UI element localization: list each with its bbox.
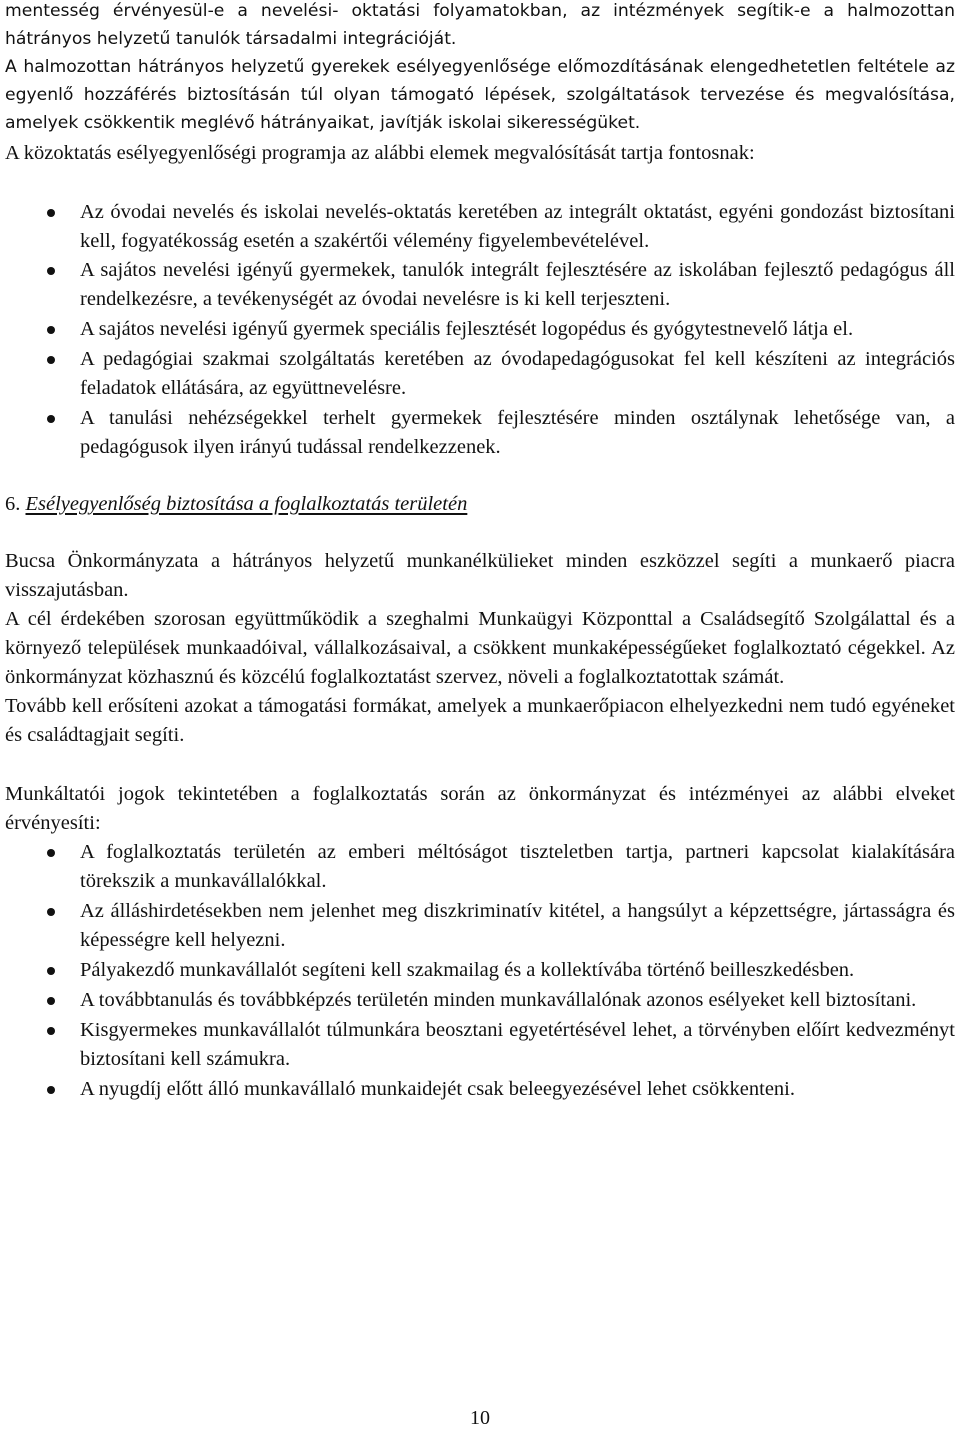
bullet-icon <box>47 267 55 275</box>
list-item <box>5 345 955 403</box>
list-item-text: A tanulási nehézségekkel terhelt gyermekek fejlesztésére minden osztálynak lehetősége van, a pedagógusok ilyen irányú tudással rendelkezzenek. <box>80 407 955 458</box>
list-item <box>5 256 955 314</box>
section-title: Esélyegyenlőség biztosítása a foglalkoztatás területén <box>25 493 468 515</box>
list-item <box>5 986 955 1015</box>
page-number: 10 <box>470 1407 490 1429</box>
bullet-icon <box>47 997 55 1005</box>
list-item <box>5 1016 955 1074</box>
list-item-text: A továbbtanulás és továbbképzés területén minden munkavállalónak azonos esélyeket kell biztosítani. <box>80 989 917 1011</box>
section-paragraph-3: Tovább kell erősíteni azokat a támogatási formákat, amelyek a munkaerőpiacon elhelyezkedni nem tudó egyéneket és családtagjait segíti. <box>5 695 955 746</box>
bullet-icon <box>47 326 55 334</box>
bullet-icon <box>47 356 55 364</box>
intro-continued-paragraph: mentesség érvényesül-e a nevelési- oktatási folyamatokban, az intézmények segítik-e a halmozottan hátrányos helyzetű tanulók társadalmi integrációját. <box>5 1 955 49</box>
bullet-icon <box>47 967 55 975</box>
list-item-text: A sajátos nevelési igényű gyermekek, tanulók integrált fejlesztésére az iskolában fejlesztő pedagógus áll rendelkezésre, a tevékenységét az óvodai nevelésre is ki kell terjeszteni. <box>80 259 955 310</box>
intro-equal-opportunity-paragraph: A halmozottan hátrányos helyzetű gyerekek esélyegyenlősége előmozdításának elengedhetetlen feltétele az egyenlő hozzáférés biztosításán túl olyan támogató lépések, szolgáltatások tervezése és megvalósítása, amelyek csökkentik meglévő hátrányaikat, javítják iskolai sikerességüket. <box>5 57 955 133</box>
list-item-text: Kisgyermekes munkavállalót túlmunkára beosztani egyetértésével lehet, a törvényben előírt kedvezményt biztosítani kell számukra. <box>80 1019 955 1070</box>
program-bullet-list <box>5 198 955 462</box>
section-paragraph-4: Munkáltatói jogok tekintetében a foglalkoztatás során az önkormányzat és intézményei az alábbi elveket érvényesíti: <box>5 783 955 834</box>
bullet-icon <box>47 1027 55 1035</box>
section-paragraph-2: A cél érdekében szorosan együttműködik a szeghalmi Munkaügyi Központtal a Családsegítő Szolgálattal és a környező települések munkaadóival, vállalkozásaival, a csökkent munkaképességűeket foglalkoztató cégekkel. Az önkormányzat közhasznú és közcélú foglalkoztatást szervez, növeli a foglalkoztatottak számát. <box>5 608 955 688</box>
bullet-icon <box>47 849 55 857</box>
list-item-text: Pályakezdő munkavállalót segíteni kell szakmailag és a kollektívába történő beilleszkedésben. <box>80 959 855 981</box>
bullet-icon <box>47 209 55 217</box>
list-item-text: A nyugdíj előtt álló munkavállaló munkaidejét csak beleegyezésével lehet csökkenteni. <box>80 1078 795 1100</box>
list-item <box>5 198 955 256</box>
list-item-text: A pedagógiai szakmai szolgáltatás keretében az óvodapedagógusokat fel kell készíteni az integrációs feladatok ellátására, az együttnevelésre. <box>80 348 955 399</box>
bullet-icon <box>47 1086 55 1094</box>
program-lead-paragraph: A közoktatás esélyegyenlőségi programja az alábbi elemek megvalósítását tartja fontosnak: <box>5 142 755 164</box>
section-heading <box>5 490 955 519</box>
list-item-text: A foglalkoztatás területén az emberi méltóságot tiszteletben tartja, partneri kapcsolat kialakítására törekszik a munkavállalókkal. <box>80 841 955 892</box>
list-item-text: Az álláshirdetésekben nem jelenhet meg diszkriminatív kitétel, a hangsúlyt a képzettségre, jártasságra és képességre kell helyezni. <box>80 900 955 951</box>
bullet-icon <box>47 415 55 423</box>
section-number: 6. <box>5 493 21 515</box>
list-item <box>5 315 955 344</box>
list-item-text: Az óvodai nevelés és iskolai nevelés-oktatás keretében az integrált oktatást, egyéni gondozást biztosítani kell, fogyatékosság esetén a szakértői vélemény figyelembevételével. <box>80 201 955 252</box>
list-item <box>5 956 955 985</box>
list-item-text: A sajátos nevelési igényű gyermek speciális fejlesztését logopédus és gyógytestnevelő látja el. <box>80 318 854 340</box>
section-paragraph-1: Bucsa Önkormányzata a hátrányos helyzetű munkanélkülieket minden eszközzel segíti a munkaerő piacra visszajutásban. <box>5 550 955 601</box>
list-item <box>5 897 955 955</box>
list-item <box>5 838 955 896</box>
list-item <box>5 1075 955 1104</box>
bullet-icon <box>47 908 55 916</box>
list-item <box>5 404 955 462</box>
document-page <box>5 0 955 1104</box>
employer-principles-list <box>5 838 955 1104</box>
